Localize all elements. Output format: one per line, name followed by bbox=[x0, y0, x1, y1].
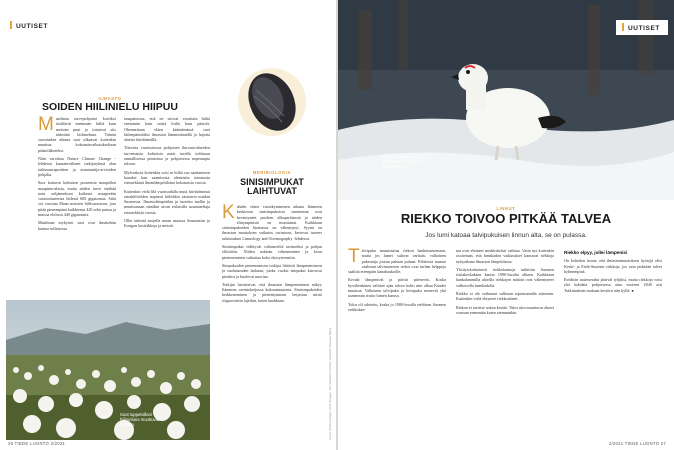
riekko-column-3 bbox=[564, 248, 662, 438]
article2-column bbox=[222, 204, 322, 440]
riekko-paragraph: Eteläisin asuinseudut jäisivät tyhjiksi, mutta riekkoja voisi yhä kohdata pohjoisessa aina vuoteen 2040 asti Tutkimuksen mukaan kestävä niin kyllä. ● bbox=[564, 277, 662, 293]
ptarmigan-caption: Riekkourokselle on yhtä monta pukua kuin on vuodenaikoja. bbox=[382, 154, 427, 170]
article2-dropcap: K bbox=[222, 204, 235, 223]
article1-paragraph: Tilavista vuosisatossa pohjoisen ikirouta-alueiden turvemaista kohtoisia maat tavalla todistaan rannallisessa pinnoissa ja pohjoisessa nopeampia tulosta. bbox=[124, 145, 210, 167]
riekko-subheading: Riekko elpyy, jollei lämpenisi bbox=[564, 250, 628, 255]
article1-paragraph: Mylvaskota kuitenkin soisi se hiiltä suo saattamisen kauaksi kun saamisesta aleneisiin toteutusta esimerkkinä ilmanlämpötiloina kokonaisia vuosia. bbox=[124, 169, 210, 186]
riekko-column-1 bbox=[348, 248, 446, 438]
left-folio: 26 TIEDE LUONTO 2/2021 bbox=[8, 441, 66, 446]
riekko-column-2 bbox=[456, 248, 554, 438]
right-page bbox=[338, 0, 674, 450]
cottongrass-photo bbox=[6, 300, 210, 440]
article2-paragraph: ahden viime vuosikymmenen aikana Itämeren keskiosan sinisimpukoista suurimmat ovat keventyneet puoleen alkuperäisestä ja niiden elinympäristö on muuttunut. Kaikkiaan sinisimpukoiden biomassa on vähentynyt. Syynä on ilmaston muutoksen vaikutus ravintoon, kertovat tuoreet tutkimukset Limnology and Oceanography -lehdessä. bbox=[222, 204, 322, 241]
photo-credit: Kuvat: Arhipa Kulaga, Getty Images, Jani Wiipaksu; Cosmo Hofstede; Kasvien Bläsa bbox=[328, 327, 332, 440]
riekko-paragraph: nat ovat ehtineet merkittävästi vaihtua. Vasta nyt kuitenkin osoitetaan, että lumikadon vaikutukset kausavat riekkoja nykyaikana ilmaston lämpötilassa. bbox=[456, 248, 554, 264]
article1-paragraph: aailman turvepohjaiset kostikot sisältävät enemmän hiiltä kuin metsien puut ja toimivat siis tärkeänä hiilinieluna. Tämän vuosisadan aikana suot ulkaavat kuitenkin muuttua kokonaisvaikutukseltaan päästölähteeksi. bbox=[38, 116, 116, 153]
article1-paragraph: Maailman mykyiset suot ovat ilmakehän kanssa sellaisessa bbox=[38, 220, 116, 231]
article2-paragraph: Sinisimpukat välittyvät valtameriltä ravinteiksi ja pohjan eliöstöön. Niiden määrän väheneminen ja koon pieneneminen vaikuttaa koko ekosysteemiin. bbox=[222, 244, 322, 260]
article1-dropcap: M bbox=[38, 116, 54, 135]
cottongrass-caption: Suot tuppeloillani hiilinieluna muuttuvat hieman. bbox=[120, 412, 160, 428]
article1-paragraph: Kuitenkin vielä lilä vuosisadalla muut hävittämässä omahiilitöiden nopeasti hiilitäkin vastaavia mutkin Suomessa. Ilmastolämpötilan ja tuotettu mallin ja muuttumaan siinäkin aivan erilaisilla suunniteltuja esimerkkejä vuosia. bbox=[124, 188, 210, 215]
riekko-paragraph: Riekon ei tarvitse uskoa kestää. Tulos niin muuttuvat alueet vaaraan enemmän kuten aiemminkin. bbox=[456, 304, 554, 315]
article1-column-2 bbox=[124, 116, 210, 300]
section-tab-right bbox=[616, 20, 668, 35]
riekko-paragraph: Riekko ei ole vaihtanut sulkiaan sopeutumalla aiemmin. Kuitenkin vielä ehtyneet riekkoalueet. bbox=[456, 291, 554, 302]
article2-title-line2: LAIHTUVAT bbox=[247, 186, 297, 197]
cottongrass-illustration bbox=[6, 300, 210, 440]
section-label: UUTISET bbox=[627, 25, 660, 32]
article1-paragraph: Ollut tärkeää suojella muun muassa Amazonian ja Kongon kosteikkoja ja metsiä. bbox=[124, 218, 210, 229]
riekko-paragraph: Tulos oli odotettu, koska jo 1900-luvulla eteläisen Suomen riekkokan- bbox=[348, 301, 446, 312]
article1-paragraph: Näin varoittaa Nature Climate Change -lehdessä kansainvälinen tutkijaryhmä alan tutkimusraporttien ja asiantuntija-arvioiden pohjalta. bbox=[38, 156, 116, 177]
mussel-illustration bbox=[238, 62, 306, 142]
section-tab-left bbox=[4, 18, 56, 33]
riekko-subtitle: Jos lumi katoaa talvipukuisen linnun alta, se on pulassa. bbox=[425, 232, 587, 239]
riekko-paragraph: Yksityiskohtaisesti riekkokantoja tutkittiin Suomen riistakeskuksen kautta 1990-luvulta alkaen. Kaikkiaan hankalammilla alueilla riekkojen määrät ovat vähentyneet valkoisella lumikadolla. bbox=[456, 266, 554, 288]
riekko-paragraph: alvipuku maastouttaa riekon hankimaisemaan, mutta jos lumet sulavat varhain, valkoinen pukeutuja joutuu pahaan pulaan. Pelätessä maasta vaaleaan talvisuomeen riekot ovat turhan helppoja saaliita eteenpäin kanahaukoille. bbox=[348, 248, 446, 275]
section-accent-bar bbox=[10, 21, 12, 29]
article2-title bbox=[222, 178, 322, 197]
article2-title-line1: SINISIMPUKAT bbox=[240, 177, 304, 187]
left-page bbox=[0, 0, 336, 450]
section-label: UUTISET bbox=[16, 23, 49, 30]
article1-paragraph: Suot kattavat kolmisen prosenttia maapallon maapinta-alasta, mutta niiden turve sisältää noin neljänneksen kaikesta maaperään varastoituneesta hiilestä 600 gigatonnia. Siitä voi vuosina Maan metsien hiilivarastoon, jota pitää pienempänä kaikkiensa 420 sekä puissa ja muissa eliöissä 440 gigatonnia. bbox=[38, 180, 116, 218]
article2-kicker: MERIBIOLOGIA bbox=[252, 170, 292, 175]
right-folio: 2/2021 TIEDE LUONTO 27 bbox=[608, 441, 666, 446]
article1-paragraph: tasapainossa, että ne sitovat vuositain hiiltä enemmän kuin niistä hiiltä kuin päästöt. Ohennettaan eläen kääntämässä suot hiilenpäästöiksi ilmaston lämmittämällä ja hajotta alueita hävittämällä. bbox=[124, 116, 210, 143]
article1-kicker: ILMASTO bbox=[98, 96, 122, 101]
riekko-dropcap: T bbox=[348, 248, 360, 267]
article2-paragraph: Tutkijat havaitsivat, että ilmaston lämpeneminen näkyy Itämeren ravintoketjussa kokonaisuutena. Sinisimpukoiden heikkeneminen ja pienentyminen heijastuu niistä riippuvaisiin lajeihin, kuten haahkaan. bbox=[222, 281, 322, 303]
riekko-paragraph: On kohtalon ironia, että ilmastonmuutoksen hyötyjä olisi Keski- ja Etelä-Suomen riekkoja, jos vain pidetään talvet kylmempinä. bbox=[564, 258, 662, 274]
riekko-title: RIEKKO TOIVOO PITKÄÄ TALVEA bbox=[400, 211, 612, 226]
riekko-kicker: LINNUT bbox=[496, 206, 516, 211]
article2-paragraph: Simpukoiden pienenemisen tutkijat liittävät lämpenemiseen ja suolaisuuden laskuun, jonka vuoksi simpukat kasvavat pieniksi ja kuolevat nuorina. bbox=[222, 262, 322, 279]
riekko-paragraph: Keväät lämpenivät ja päivät pitenevät, Koska hyvähenkinen valitsee ajan talvea kohti niin alkaa Kaudet muuttua. Valkoinen talvipuku ja kesäpuku menevät yhä useammin ristiin lumen kanssa. bbox=[348, 277, 446, 299]
article1-title: SOIDEN HIILINIELU HIIPUU bbox=[42, 101, 178, 113]
article1-column-1 bbox=[38, 116, 116, 300]
mussel-image bbox=[238, 62, 306, 142]
section-accent-bar bbox=[622, 23, 624, 31]
